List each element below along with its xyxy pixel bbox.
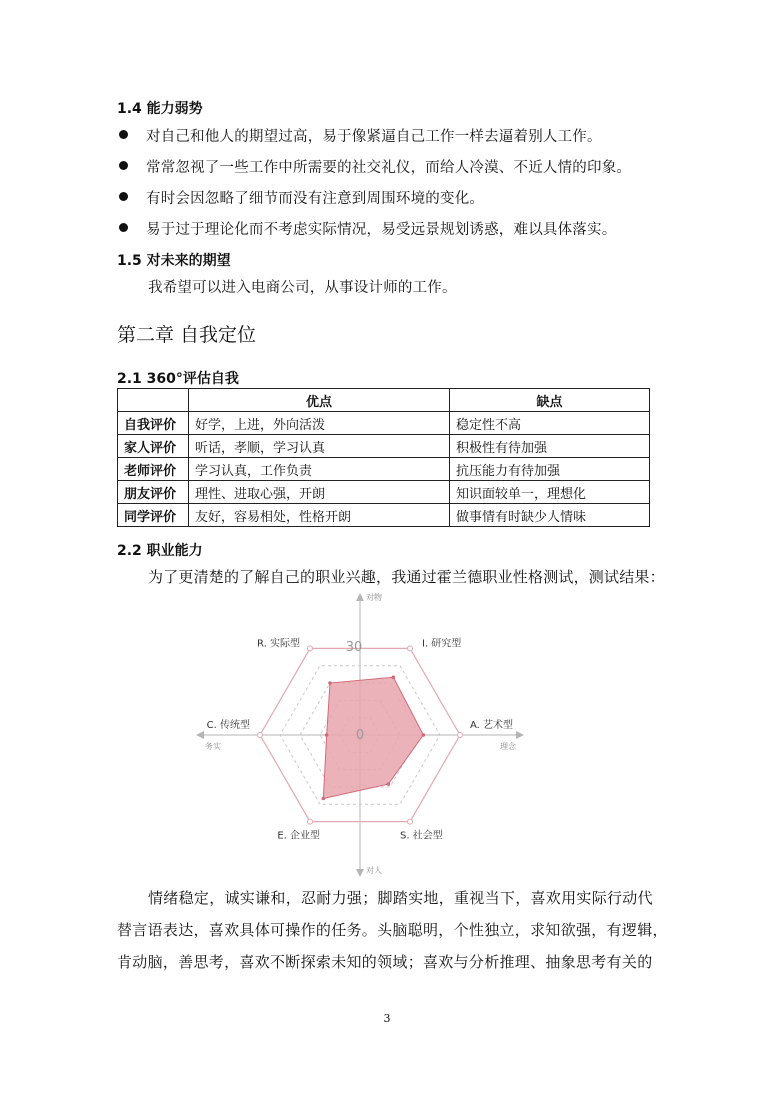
table-row-label: 朋友评价 — [118, 481, 189, 504]
evaluation-table — [117, 388, 650, 527]
tick-label: 30 — [345, 640, 363, 655]
data-point — [392, 675, 396, 679]
table-cell: 积极性有待加强 — [450, 435, 650, 458]
holland-radar-chart — [180, 590, 580, 880]
table-cell: 学习认真，工作负责 — [189, 458, 450, 481]
table-row-label: 老师评价 — [118, 458, 189, 481]
bullet-dot — [119, 161, 128, 170]
axis-label-top: 对物 — [366, 593, 382, 602]
bullet-dot — [119, 223, 128, 232]
table-row — [118, 435, 650, 458]
table-cell: 听话，孝顺，学习认真 — [189, 435, 450, 458]
table-row-label: 自我评价 — [118, 412, 189, 435]
data-area-group — [322, 675, 426, 800]
data-point — [387, 782, 391, 786]
data-point — [325, 733, 329, 737]
section-heading-2-2: 2.2 职业能力 — [117, 543, 203, 559]
vertex-marker — [308, 819, 313, 824]
vertex-marker — [408, 819, 413, 824]
table-header-cell: 优点 — [189, 389, 450, 412]
vertex-marker — [308, 646, 313, 651]
category-label: S. 社会型 — [400, 830, 443, 842]
body-line: 情绪稳定，诚实谦和，忍耐力强；脚踏实地，重视当下，喜欢用实际行动代 — [148, 889, 653, 907]
table-row — [118, 412, 650, 435]
bullet-dot — [119, 192, 128, 201]
table-cell: 做事情有时缺少人情味 — [450, 504, 650, 527]
bullet-dot — [119, 130, 128, 139]
table-cell: 抗压能力有待加强 — [450, 458, 650, 481]
table-row — [118, 504, 650, 527]
page-number: 3 — [383, 1012, 391, 1025]
table-header-cell: 缺点 — [450, 389, 650, 412]
data-point — [422, 733, 426, 737]
data-area — [323, 677, 423, 798]
table-cell: 理性、进取心强，开朗 — [189, 481, 450, 504]
table-row-label: 家人评价 — [118, 435, 189, 458]
list-item: 易于过于理论化而不考虑实际情况，易受远景规划诱惑，难以具体落实。 — [146, 222, 617, 238]
table-cell: 稳定性不高 — [450, 412, 650, 435]
category-label: C. 传统型 — [206, 720, 250, 731]
vertex-marker — [408, 646, 413, 651]
table-cell: 知识面较单一，理想化 — [450, 481, 650, 504]
axis-label-left: 务实 — [205, 742, 221, 751]
table-header-cell — [118, 389, 189, 412]
category-label: R. 实际型 — [257, 638, 300, 650]
axis-label-right: 理念 — [500, 742, 516, 751]
table-row — [118, 458, 650, 481]
intro-text: 为了更清楚的了解自己的职业兴趣，我通过霍兰德职业性格测试，测试结果： — [148, 568, 665, 586]
section-heading-1-4: 1.4 能力弱势 — [117, 101, 203, 117]
body-line: 替言语表达，喜欢具体可操作的任务。头脑聪明，个性独立，求知欲强，有逻辑， — [117, 921, 668, 939]
body-line: 肯动脑，善思考，喜欢不断探索未知的领域；喜欢与分析推理、抽象思考有关的 — [117, 953, 653, 971]
data-point — [328, 681, 332, 685]
table-row-label: 同学评价 — [118, 504, 189, 527]
future-expectation-text: 我希望可以进入电商公司，从事设计师的工作。 — [148, 280, 457, 296]
list-item: 对自己和他人的期望过高，易于像紧逼自己工作一样去逼着别人工作。 — [146, 129, 602, 145]
category-label: I. 研究型 — [422, 638, 462, 650]
vertex-marker — [258, 733, 263, 738]
section-heading-2-1: 2.1 360°评估自我 — [117, 371, 239, 387]
category-label: A. 艺术型 — [470, 720, 514, 731]
section-heading-1-5: 1.5 对未来的期望 — [117, 253, 231, 269]
vertex-marker — [458, 733, 463, 738]
category-label: E. 企业型 — [277, 830, 320, 842]
chapter-title: 第二章 自我定位 — [117, 324, 257, 346]
table-header-row — [118, 389, 650, 412]
axis-label-bottom: 对人 — [366, 866, 382, 875]
list-item: 常常忽视了一些工作中所需要的社交礼仪，而给人冷漠、不近人情的印象。 — [146, 160, 632, 176]
table-cell: 友好，容易相处，性格开朗 — [189, 504, 450, 527]
table-cell: 好学，上进，外向活泼 — [189, 412, 450, 435]
tick-label: 0 — [355, 728, 365, 743]
data-point — [322, 797, 326, 801]
table-row — [118, 481, 650, 504]
list-item: 有时会因忽略了细节而没有注意到周围环境的变化。 — [146, 191, 485, 207]
